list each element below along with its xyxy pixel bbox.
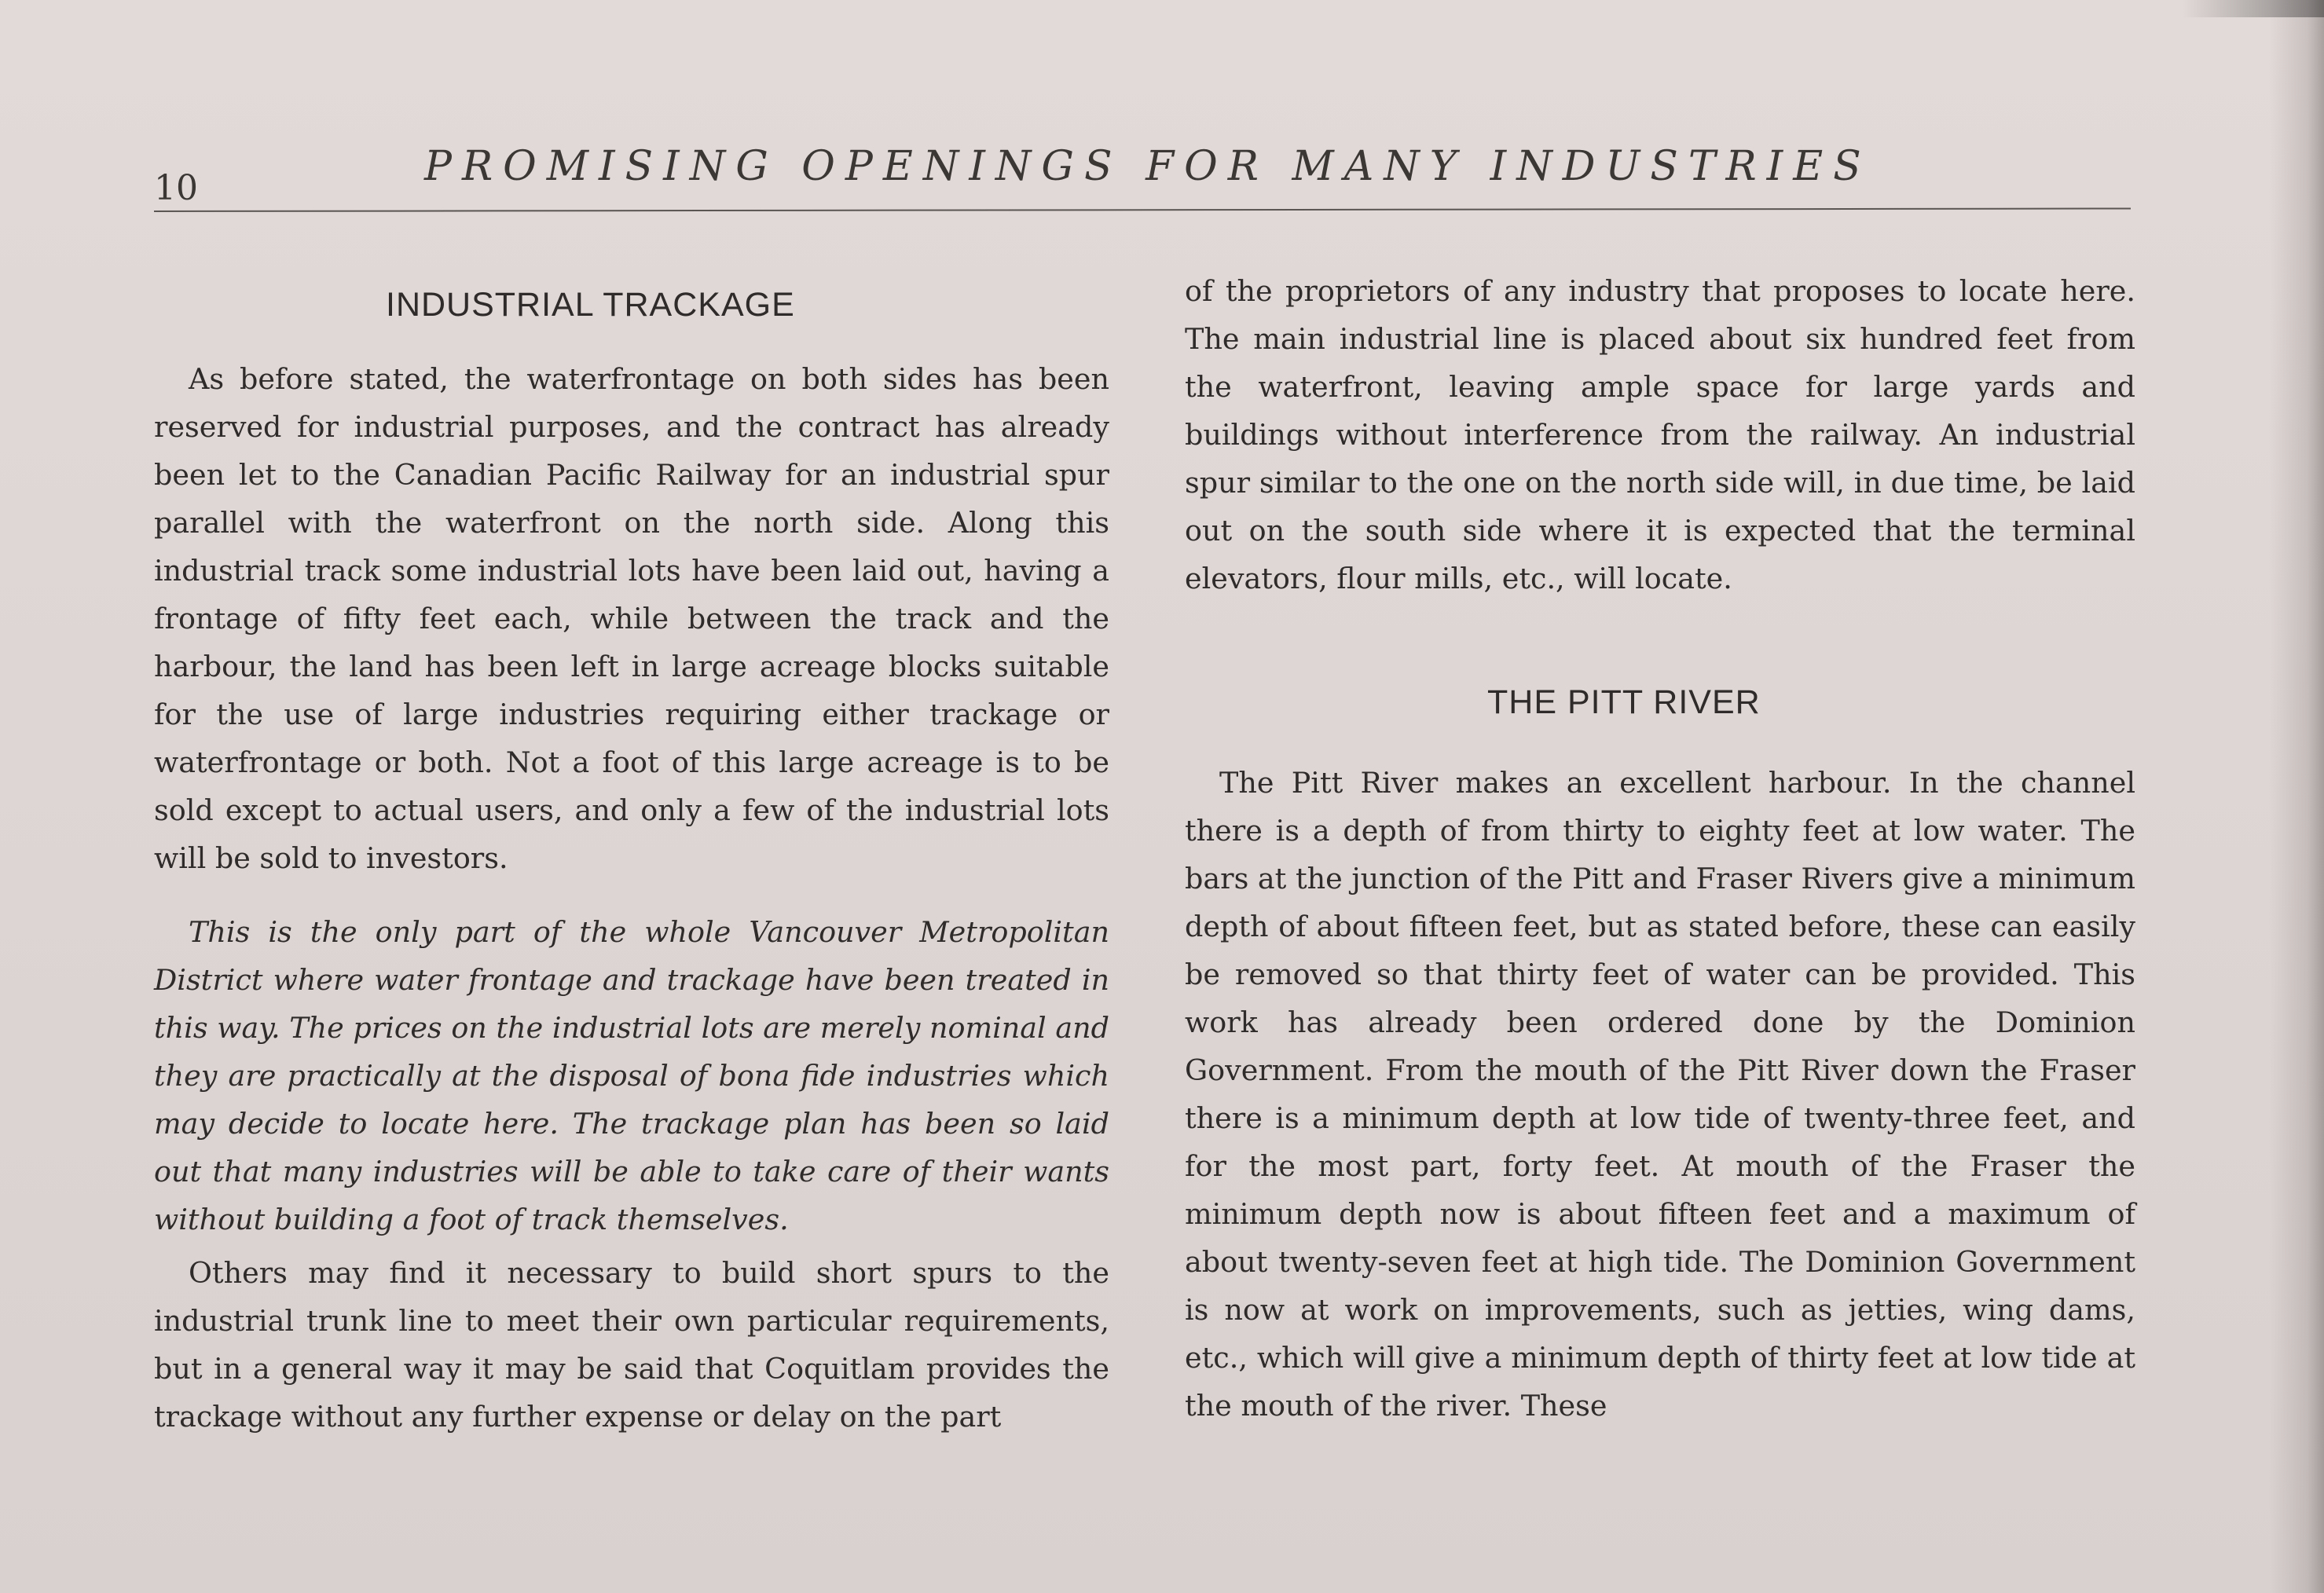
- paragraph-continued: of the proprietors of any industry that proposes to locate here. The main industrial line is placed about six hundred feet from the waterfront, leaving ample space for large yards and buildings without interference from the railway. An industrial spur similar to the one on the north side will, in due time, be laid out on the south side where it is expected that the terminal elevators, flour mills, etc., will locate.: [1185, 274, 2135, 595]
- page-edge-shadow-right: [2269, 0, 2324, 1593]
- header-rule: [154, 207, 2131, 212]
- page-number: 10: [154, 168, 198, 208]
- paragraph-trackage-intro: As before stated, the waterfrontage on both sides has been reserved for industrial purposes, and the contract has already been let to the Canadian Pacific Railway for an industrial spur parallel with the waterfront on the north side. Along this industrial track some industrial lots have been laid out, having a frontage of fifty feet each, while between the track and the harbour, the land has been left in large acreage blocks suitable for the use of large industries requiring either trackage or waterfrontage or both. Not a foot of this large acreage is to be sold except to actual users, and only a few of the industrial lots will be sold to investors.: [154, 362, 1109, 875]
- paragraph-trackage-spurs: Others may find it necessary to build short spurs to the industrial trunk line to meet their own particular requirements, but in a general way it may be said that Coquitlam provides the trackage without any further expense or delay on the part: [154, 1256, 1109, 1434]
- section-heading-industrial-trackage: INDUSTRIAL TRACKAGE: [386, 286, 795, 324]
- running-title: PROMISING OPENINGS FOR MANY INDUSTRIES: [424, 143, 1871, 190]
- paragraph-trackage-italic: This is the only part of the whole Vancouver Metropolitan District where water frontage and trackage have been treated in this way. The prices on the industrial lots are merely nominal and they are practically at the disposal of bona fide industries which may decide to locate here. The trackage plan has been so laid out that many industries will be able to take care of their wants without building a foot of track themselves.: [154, 915, 1109, 1236]
- paragraph-pitt-river: The Pitt River makes an excellent harbour. In the channel there is a depth of from thirty to eighty feet at low water. The bars at the junction of the Pitt and Fraser Rivers give a minimum depth of about fifteen feet, but as stated before, these can easily be removed so that thirty feet of water can be provided. This work has already been ordered done by the Dominion Government. From the mouth of the Pitt River down the Fraser there is a minimum depth at low tide of twenty-three feet, and for the most part, forty feet. At mouth of the Fraser the minimum depth now is about fifteen feet and a maximum of about twenty-seven feet at high tide. The Dominion Government is now at work on improvements, such as jetties, wing dams, etc., which will give a minimum depth of thirty feet at low tide at the mouth of the river. These: [1185, 766, 2135, 1423]
- section-heading-pitt-river: THE PITT RIVER: [1487, 683, 1761, 721]
